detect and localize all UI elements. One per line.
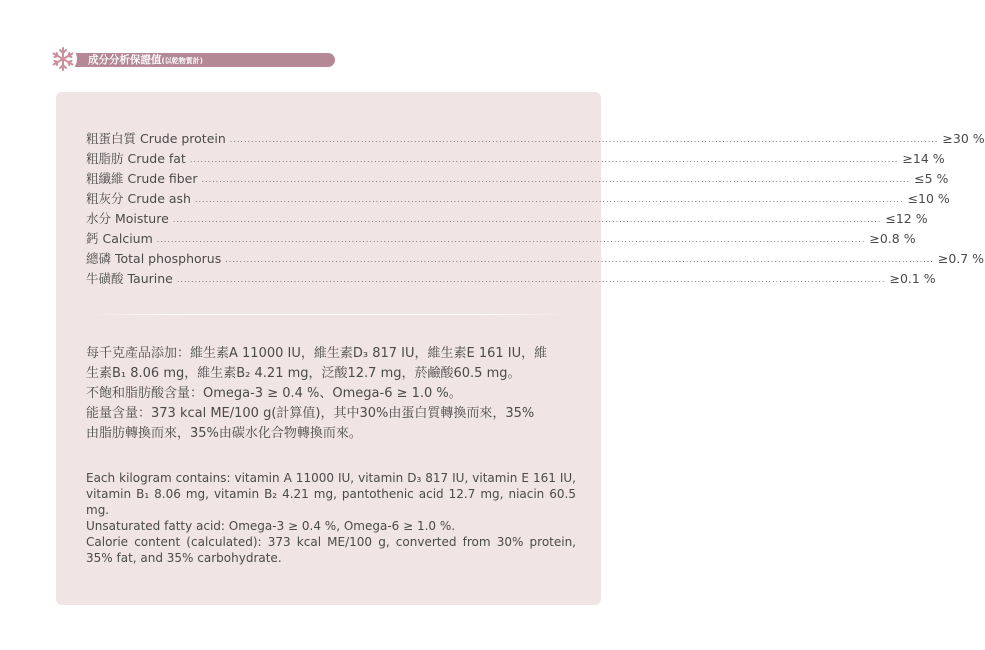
en-calories: Calorie content (calculated): 373 kcal ME/100 g, converted from 30% protein, 35% fat, and 35% carbohydrate.	[86, 535, 576, 565]
chinese-description	[86, 344, 576, 444]
nutrient-name: 總磷 Total phosphorus	[86, 251, 222, 266]
header-note: (以乾物質計)	[161, 57, 203, 65]
analysis-row	[86, 129, 985, 149]
en-vitamins: Each kilogram contains: vitamin A 11000 IU, vitamin D₃ 817 IU, vitamin E 161 IU, vitamin B₁ 8.06 mg, vitamin B₂ 4.21 mg, pantothenic acid 12.7 mg, niacin 60.5 mg.	[86, 471, 576, 517]
dot-leader: ........................................................................................................................................................................................................	[201, 175, 911, 184]
dot-leader: ........................................................................................................................................................................................................	[156, 235, 866, 244]
nutrient-name: 粗灰分 Crude ash	[86, 191, 191, 206]
comparison-operator: ≥	[942, 131, 953, 146]
analysis-row	[86, 209, 928, 229]
comparison-operator: ≥	[889, 271, 900, 286]
nutrient-value: 0.8 %	[879, 231, 916, 246]
zh-line: 不飽和脂肪酸含量：Omega-3 ≥ 0.4 %、Omega-6 ≥ 1.0 %。	[86, 386, 462, 401]
nutrient-name: 水分 Moisture	[86, 211, 169, 226]
comparison-operator: ≥	[869, 231, 880, 246]
nutrient-name: 鈣 Calcium	[86, 231, 153, 246]
nutrient-value: 0.7 %	[948, 251, 985, 266]
english-description	[86, 470, 576, 566]
comparison-operator: ≤	[907, 191, 919, 206]
zh-line: 生素B₁ 8.06 mg，維生素B₂ 4.21 mg，泛酸12.7 mg，菸鹼酸60.5 mg。	[86, 366, 521, 381]
analysis-row	[86, 269, 936, 289]
analysis-row	[86, 249, 985, 269]
nutrient-value: 30 %	[952, 131, 985, 146]
nutrient-value: 0.1 %	[899, 271, 936, 286]
comparison-operator: ≥	[937, 251, 949, 266]
analysis-row	[86, 169, 949, 189]
comparison-operator: ≤	[914, 171, 925, 186]
dot-leader: ........................................................................................................................................................................................................	[229, 135, 939, 144]
zh-line: 由脂肪轉換而來，35%由碳水化合物轉換而來。	[86, 426, 362, 441]
nutrient-value: 14 %	[912, 151, 945, 166]
analysis-row	[86, 189, 950, 209]
dot-leader: ........................................................................................................................................................................................................	[194, 195, 904, 204]
comparison-operator: ≤	[885, 211, 896, 226]
nutrient-value: 12 %	[895, 211, 928, 226]
section-divider	[86, 314, 571, 315]
nutrient-name: 粗纖維 Crude fiber	[86, 171, 198, 186]
section-header	[48, 44, 288, 74]
zh-line: 能量含量：373 kcal ME/100 g(計算值)，其中30%由蛋白質轉換而來，35%	[86, 406, 535, 421]
nutrient-value: 10 %	[918, 191, 950, 206]
dot-leader: ........................................................................................................................................................................................................	[176, 275, 886, 284]
dot-leader: ........................................................................................................................................................................................................	[225, 255, 934, 264]
nutrient-name: 粗蛋白質 Crude protein	[86, 131, 226, 146]
nutrient-value: 5 %	[924, 171, 949, 186]
en-fatty-acids: Unsaturated fatty acid: Omega-3 ≥ 0.4 %, Omega-6 ≥ 1.0 %.	[86, 519, 456, 533]
analysis-row	[86, 149, 945, 169]
zh-line: 每千克產品添加：維生素A 11000 IU，維生素D₃ 817 IU，維生素E 161 IU，維	[86, 346, 548, 361]
comparison-operator: ≥	[902, 151, 913, 166]
dot-leader: ........................................................................................................................................................................................................	[189, 155, 899, 164]
nutrient-name: 粗脂肪 Crude fat	[86, 151, 186, 166]
nutrient-name: 牛磺酸 Taurine	[86, 271, 173, 286]
header-title-text: 成分分析保證值	[88, 54, 162, 66]
analysis-panel	[56, 92, 985, 605]
header-title	[88, 52, 203, 69]
snowflake-icon	[48, 44, 78, 74]
analysis-row	[86, 229, 916, 249]
dot-leader: ........................................................................................................................................................................................................	[172, 215, 882, 224]
analysis-table	[86, 129, 985, 289]
